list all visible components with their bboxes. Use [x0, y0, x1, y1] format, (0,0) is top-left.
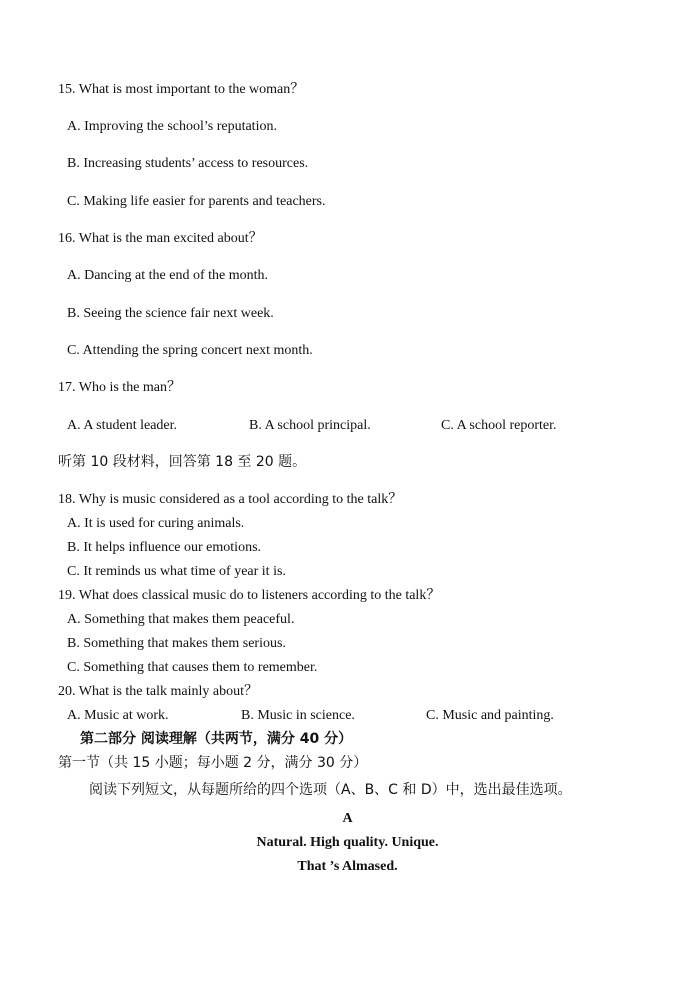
question-15-option-c: C. Making life easier for parents and teachers. [67, 194, 326, 209]
question-19-option-b: B. Something that makes them serious. [67, 636, 286, 651]
question-15-option-a: A. Improving the school’s reputation. [67, 119, 277, 134]
instruction-material-10: 听第 10 段材料，回答第 18 至 20 题。 [58, 454, 307, 470]
question-20-option-c: C. Music and painting. [426, 708, 554, 723]
question-20-stem: 20. What is the talk mainly about？ [58, 684, 258, 699]
question-16-option-c: C. Attending the spring concert next month. [67, 343, 313, 358]
question-19-stem: 19. What does classical music do to listeners according to the talk？ [58, 588, 441, 603]
question-19-option-a: A. Something that makes them peaceful. [67, 612, 295, 627]
section-1-title: 第一节（共 15 小题；每小题 2 分，满分 30 分） [58, 755, 368, 771]
question-18-option-b: B. It helps influence our emotions. [67, 540, 262, 555]
question-17-option-c: C. A school reporter. [441, 418, 557, 433]
question-18-stem: 18. Why is music considered as a tool according to the talk？ [58, 492, 403, 507]
question-20-option-a: A. Music at work. [67, 708, 169, 723]
reading-instruction: 阅读下列短文，从每题所给的四个选项（A、B、C 和 D）中，选出最佳选项。 [89, 782, 572, 798]
question-18-option-c: C. It reminds us what time of year it is. [67, 564, 286, 579]
passage-title-line-1: Natural. High quality. Unique. [256, 835, 439, 850]
question-16-option-b: B. Seeing the science fair next week. [67, 306, 274, 321]
question-17-option-a: A. A student leader. [67, 418, 178, 433]
question-15-option-b: B. Increasing students’ access to resources. [67, 156, 309, 171]
part-2-title: 第二部分 阅读理解（共两节，满分 40 分） [80, 731, 353, 747]
question-17-stem: 17. Who is the man？ [58, 380, 182, 395]
question-18-option-a: A. It is used for curing animals. [67, 516, 245, 531]
question-16-stem: 16. What is the man excited about？ [58, 231, 263, 246]
passage-label: A [342, 811, 353, 826]
question-17-option-b: B. A school principal. [249, 418, 371, 433]
question-19-option-c: C. Something that causes them to remember. [67, 660, 318, 675]
passage-title-line-2: That ’s Almased. [297, 859, 398, 874]
question-20-option-b: B. Music in science. [241, 708, 355, 723]
question-16-option-a: A. Dancing at the end of the month. [67, 268, 269, 283]
question-15-stem: 15. What is most important to the woman？ [58, 82, 305, 97]
